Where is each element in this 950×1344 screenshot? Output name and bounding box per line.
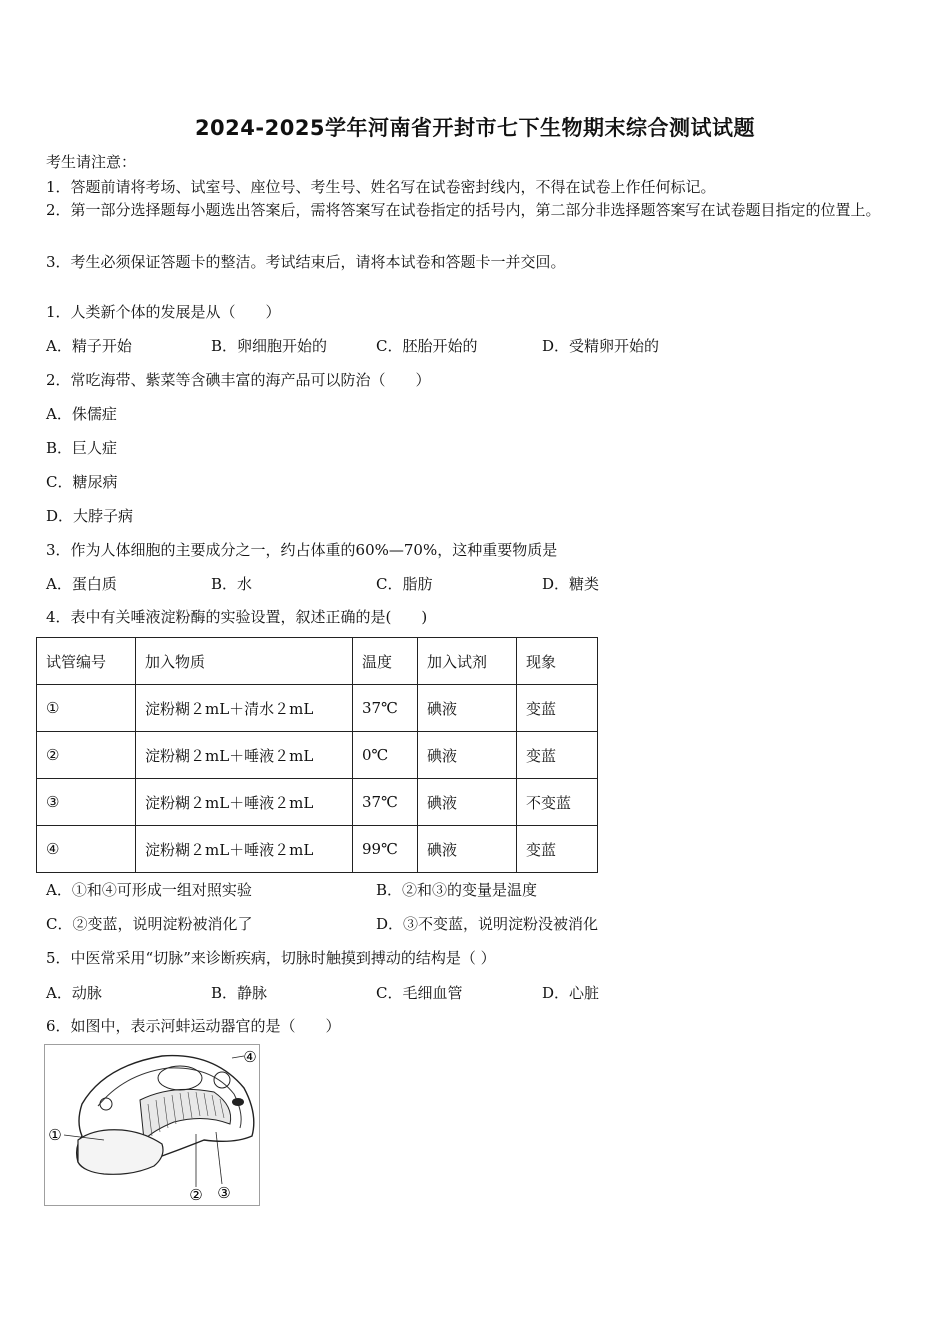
table-row [37,826,598,873]
table-cell: 碘液 [418,732,517,779]
q5-option-c: C．毛细血管 [376,984,463,1002]
table-cell: 淀粉糊２mL＋唾液２mL [136,779,353,826]
table-cell: 淀粉糊２mL＋唾液２mL [136,826,353,873]
question-4-stem: 4．表中有关唾液淀粉酶的实验设置，叙述正确的是( ) [46,608,428,626]
q2-option-d: D．大脖子病 [46,507,134,525]
table-header-row [37,638,598,685]
table-cell: ② [37,732,136,779]
question-1-stem: 1．人类新个体的发展是从（ ） [46,303,281,321]
table-cell: 变蓝 [517,732,598,779]
table-header-cell: 加入试剂 [418,638,517,685]
table-cell: 37℃ [353,779,418,826]
q4-option-d: D．③不变蓝，说明淀粉没被消化 [376,915,599,933]
q5-option-b: B．静脉 [211,984,268,1002]
table-cell: 37℃ [353,685,418,732]
question-3-stem: 3．作为人体细胞的主要成分之一，约占体重的60%—70%，这种重要物质是 [46,541,558,559]
q3-option-b: B．水 [211,575,253,593]
table-cell: ④ [37,826,136,873]
table-cell: 碘液 [418,826,517,873]
table-cell: 淀粉糊２mL＋唾液２mL [136,732,353,779]
table-row [37,685,598,732]
q4-option-b: B．②和③的变量是温度 [376,881,538,899]
notice-item: 3．考生必须保证答题卡的整洁。考试结束后，请将本试卷和答题卡一并交回。 [46,253,566,271]
table-cell: 变蓝 [517,685,598,732]
table-header-cell: 温度 [353,638,418,685]
q3-option-c: C．脂肪 [376,575,433,593]
table-cell: 99℃ [353,826,418,873]
table-cell: 0℃ [353,732,418,779]
table-row [37,779,598,826]
q2-option-b: B．巨人症 [46,439,118,457]
table-cell: 不变蓝 [517,779,598,826]
table-header-cell: 现象 [517,638,598,685]
table-cell: ① [37,685,136,732]
notice-item: 2．第一部分选择题每小题选出答案后，需将答案写在试卷指定的括号内，第二部分非选择题答案写在试卷题目指定的位置上。 [46,201,881,219]
table-header-cell: 加入物质 [136,638,353,685]
table-cell: 变蓝 [517,826,598,873]
question-2-stem: 2．常吃海带、紫菜等含碘丰富的海产品可以防治（ ） [46,371,431,389]
q5-option-d: D．心脏 [542,984,600,1002]
experiment-table [36,637,598,873]
q3-option-a: A．蛋白质 [46,575,117,593]
q4-option-a: A．①和④可形成一组对照实验 [46,881,252,899]
label-3: ③ [217,1184,231,1202]
q3-option-d: D．糖类 [542,575,600,593]
label-2: ② [189,1186,203,1204]
table-cell: 碘液 [418,779,517,826]
notice-item: 1．答题前请将考场、试室号、座位号、考生号、姓名写在试卷密封线内，不得在试卷上作任何标记。 [46,178,716,196]
q2-option-c: C．糖尿病 [46,473,118,491]
q4-option-c: C．②变蓝，说明淀粉被消化了 [46,915,253,933]
question-6-stem: 6．如图中，表示河蚌运动器官的是（ ） [46,1017,341,1035]
page-title: 2024-2025学年河南省开封市七下生物期末综合测试试题 [194,116,756,140]
q1-option-d: D．受精卵开始的 [542,337,660,355]
label-4: ④ [243,1048,257,1066]
question-5-stem: 5．中医常采用“切脉”来诊断疾病，切脉时触摸到搏动的结构是（ ） [46,949,496,967]
label-1: ① [48,1126,62,1144]
table-cell: 淀粉糊２mL＋清水２mL [136,685,353,732]
table-row [37,732,598,779]
q1-option-a: A．精子开始 [46,337,132,355]
q2-option-a: A．侏儒症 [46,405,117,423]
q5-option-a: A．动脉 [46,984,102,1002]
mussel-diagram [44,1044,260,1206]
q1-option-c: C．胚胎开始的 [376,337,478,355]
table-cell: ③ [37,779,136,826]
q1-option-b: B．卵细胞开始的 [211,337,328,355]
table-cell: 碘液 [418,685,517,732]
notice-heading: 考生请注意： [46,153,137,171]
siphon [232,1098,244,1106]
table-header-cell: 试管编号 [37,638,136,685]
